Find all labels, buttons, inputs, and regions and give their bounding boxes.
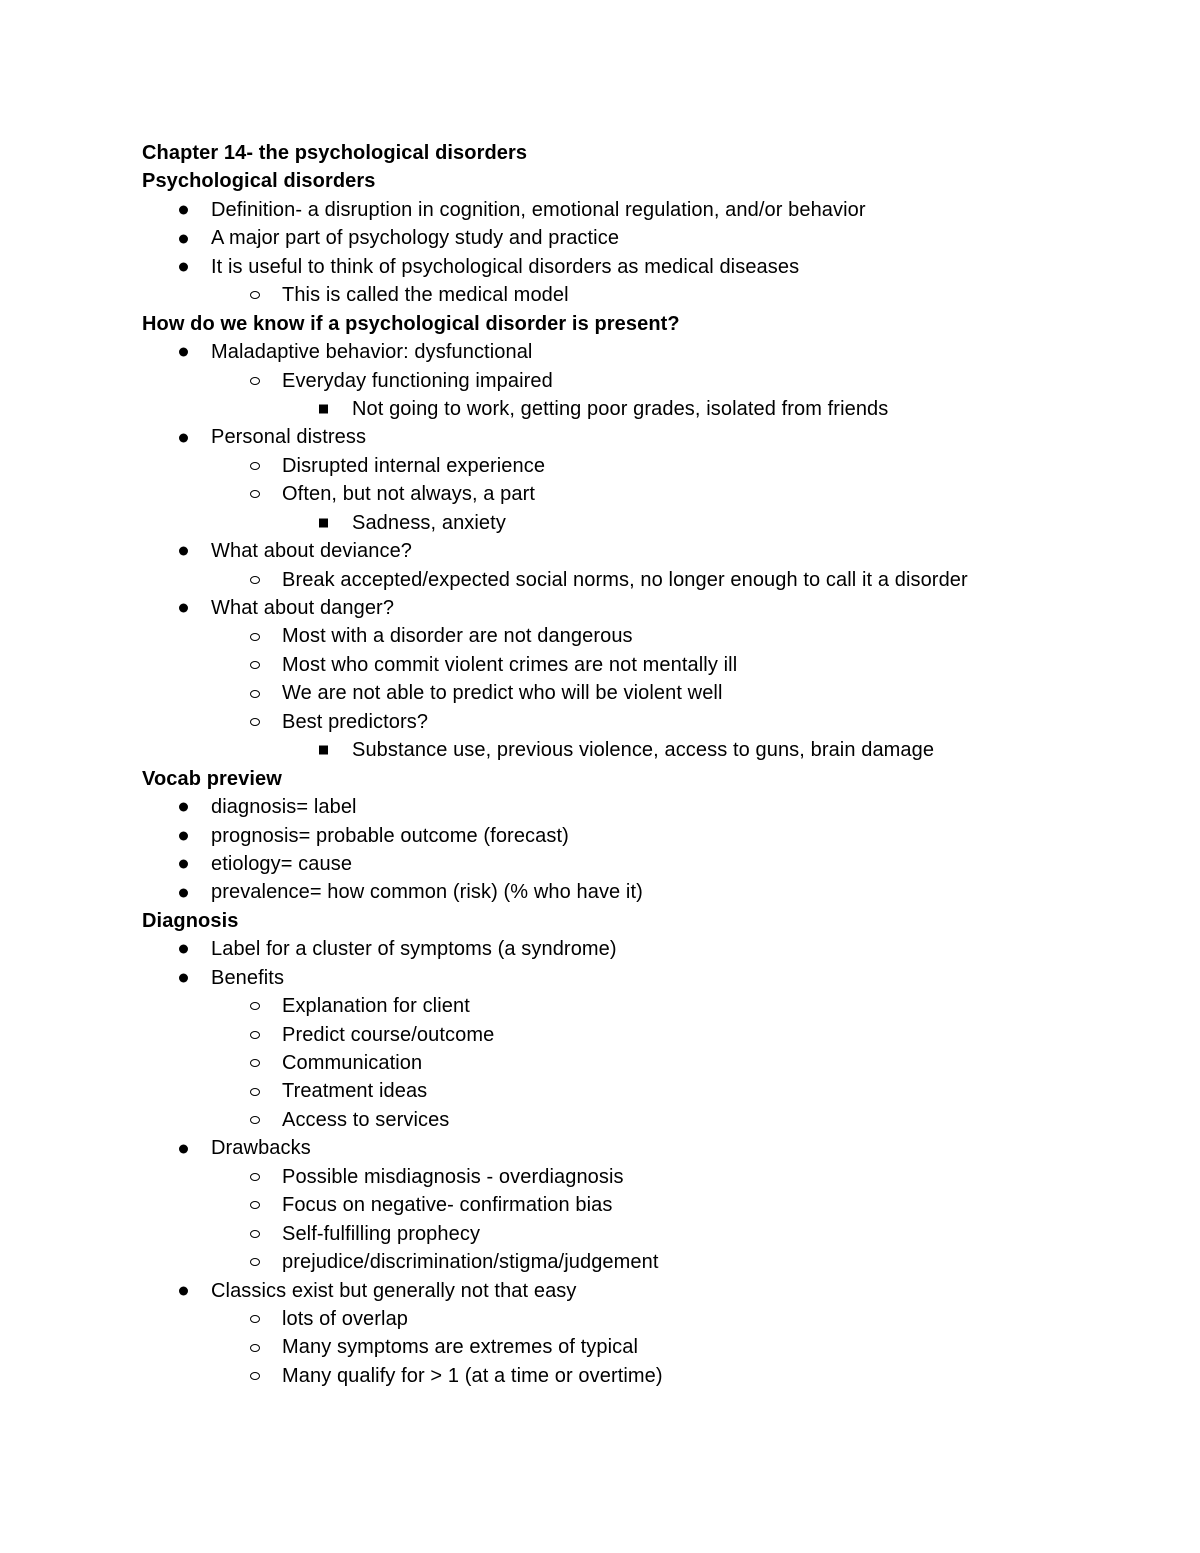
hollow-circle-bullet-icon [250, 1088, 260, 1096]
filled-square-bullet-icon [319, 405, 328, 414]
hollow-circle-bullet-icon [250, 1173, 260, 1181]
item-text: Everyday functioning impaired [282, 369, 553, 392]
list-item-level-2 [142, 1362, 1142, 1390]
list-item-level-2 [142, 1021, 1142, 1049]
list-item-level-1 [142, 537, 1142, 565]
item-text: prevalence= how common (risk) (% who have it) [211, 881, 643, 904]
filled-circle-bullet-icon [179, 206, 188, 215]
item-text: Most who commit violent crimes are not mentally ill [282, 653, 738, 676]
list-item-level-1 [142, 1134, 1142, 1162]
item-text: Break accepted/expected social norms, no longer enough to call it a disorder [282, 568, 968, 591]
heading-text: How do we know if a psychological disorder is present? [142, 312, 680, 335]
hollow-circle-bullet-icon [250, 633, 260, 641]
filled-circle-bullet-icon [179, 803, 188, 812]
list-item-level-2 [142, 1077, 1142, 1105]
item-text: Self-fulfilling prophecy [282, 1222, 481, 1245]
item-text: Communication [282, 1052, 423, 1074]
filled-circle-bullet-icon [179, 973, 188, 982]
filled-circle-bullet-icon [179, 831, 188, 840]
hollow-circle-bullet-icon [250, 1315, 260, 1323]
section-heading [142, 907, 1142, 935]
hollow-circle-bullet-icon [250, 1230, 260, 1238]
section-heading [142, 310, 1142, 338]
list-item-level-3 [142, 395, 1142, 423]
filled-square-bullet-icon [319, 746, 328, 755]
item-text: Explanation for client [282, 995, 470, 1018]
filled-circle-bullet-icon [179, 1286, 188, 1295]
list-item-level-2 [142, 367, 1142, 395]
item-text: Not going to work, getting poor grades, isolated from friends [352, 397, 889, 420]
item-text: Substance use, previous violence, access to guns, brain damage [352, 739, 935, 762]
hollow-circle-bullet-icon [250, 1344, 260, 1352]
list-item-level-2 [142, 992, 1142, 1020]
hollow-circle-bullet-icon [250, 1372, 260, 1380]
list-item-level-2 [142, 1248, 1142, 1276]
section-heading [142, 139, 1142, 167]
item-text: Best predictors? [282, 710, 429, 733]
item-text: Definition- a disruption in cognition, emotional regulation, and/or behavior [211, 198, 866, 221]
hollow-circle-bullet-icon [250, 490, 260, 498]
filled-circle-bullet-icon [179, 860, 188, 869]
hollow-circle-bullet-icon [250, 377, 260, 385]
item-text: diagnosis= label [211, 796, 357, 819]
filled-circle-bullet-icon [179, 262, 188, 271]
item-text: prognosis= probable outcome (forecast) [211, 824, 569, 847]
list-item-level-1 [142, 338, 1142, 366]
list-item-level-1 [142, 253, 1142, 281]
item-text: lots of overlap [282, 1307, 409, 1330]
item-text: Classics exist but generally not that easy [211, 1279, 577, 1302]
list-item-level-2 [142, 622, 1142, 650]
list-item-level-1 [142, 423, 1142, 451]
list-item-level-2 [142, 480, 1142, 508]
list-item-level-2 [142, 1191, 1142, 1219]
list-item-level-1 [142, 793, 1142, 821]
section-heading [142, 167, 1142, 195]
hollow-circle-bullet-icon [250, 1031, 260, 1039]
item-text: Maladaptive behavior: dysfunctional [211, 341, 533, 364]
item-text: Often, but not always, a part [282, 483, 536, 506]
list-item-level-1 [142, 850, 1142, 878]
item-text: We are not able to predict who will be violent well [282, 682, 723, 705]
heading-text: Psychological disorders [142, 170, 376, 193]
hollow-circle-bullet-icon [250, 1258, 260, 1266]
hollow-circle-bullet-icon [250, 718, 260, 726]
heading-text: Chapter 14- the psychological disorders [142, 142, 528, 164]
hollow-circle-bullet-icon [250, 690, 260, 698]
list-item-level-2 [142, 452, 1142, 480]
list-item-level-1 [142, 224, 1142, 252]
filled-circle-bullet-icon [179, 604, 188, 613]
hollow-circle-bullet-icon [250, 576, 260, 584]
list-item-level-1 [142, 822, 1142, 850]
list-item-level-2 [142, 708, 1142, 736]
list-item-level-1 [142, 935, 1142, 963]
item-text: This is called the medical model [282, 284, 569, 307]
list-item-level-1 [142, 594, 1142, 622]
item-text: Most with a disorder are not dangerous [282, 625, 633, 648]
hollow-circle-bullet-icon [250, 1059, 260, 1067]
list-item-level-2 [142, 1333, 1142, 1361]
item-text: What about deviance? [211, 540, 413, 563]
filled-circle-bullet-icon [179, 348, 188, 357]
item-text: What about danger? [211, 597, 395, 619]
hollow-circle-bullet-icon [250, 1116, 260, 1124]
list-item-level-1 [142, 878, 1142, 906]
heading-text: Diagnosis [142, 909, 239, 932]
list-item-level-2 [142, 651, 1142, 679]
item-text: Disrupted internal experience [282, 454, 546, 477]
item-text: Sadness, anxiety [352, 511, 506, 534]
list-item-level-2 [142, 281, 1142, 309]
list-item-level-1 [142, 196, 1142, 224]
item-text: prejudice/discrimination/stigma/judgement [282, 1251, 659, 1274]
list-item-level-3 [142, 509, 1142, 537]
item-text: Personal distress [211, 426, 367, 449]
item-text: Predict course/outcome [282, 1023, 495, 1046]
item-text: Treatment ideas [282, 1080, 428, 1103]
item-text: Benefits [211, 966, 285, 989]
list-item-level-3 [142, 736, 1142, 764]
item-text: Label for a cluster of symptoms (a syndrome) [211, 938, 617, 961]
filled-circle-bullet-icon [179, 547, 188, 556]
hollow-circle-bullet-icon [250, 291, 260, 299]
filled-circle-bullet-icon [179, 1144, 188, 1153]
list-item-level-2 [142, 1163, 1142, 1191]
item-text: etiology= cause [211, 852, 353, 875]
item-text: Drawbacks [211, 1137, 311, 1160]
hollow-circle-bullet-icon [250, 1002, 260, 1010]
item-text: Many symptoms are extremes of typical [282, 1336, 639, 1359]
list-item-level-2 [142, 1049, 1142, 1077]
item-text: Access to services [282, 1108, 450, 1131]
hollow-circle-bullet-icon [250, 462, 260, 470]
hollow-circle-bullet-icon [250, 1201, 260, 1209]
document-body [142, 139, 1142, 1390]
filled-square-bullet-icon [319, 518, 328, 527]
list-item-level-1 [142, 964, 1142, 992]
list-item-level-2 [142, 1220, 1142, 1248]
filled-circle-bullet-icon [179, 945, 188, 954]
filled-circle-bullet-icon [179, 234, 188, 243]
item-text: It is useful to think of psychological disorders as medical diseases [211, 255, 800, 278]
hollow-circle-bullet-icon [250, 661, 260, 669]
list-item-level-1 [142, 1277, 1142, 1305]
list-item-level-2 [142, 679, 1142, 707]
heading-text: Vocab preview [142, 767, 282, 790]
item-text: Focus on negative- confirmation bias [282, 1194, 613, 1217]
list-item-level-2 [142, 566, 1142, 594]
section-heading [142, 765, 1142, 793]
item-text: A major part of psychology study and practice [211, 227, 620, 250]
filled-circle-bullet-icon [179, 888, 188, 897]
item-text: Possible misdiagnosis - overdiagnosis [282, 1165, 624, 1188]
item-text: Many qualify for > 1 (at a time or overtime) [282, 1364, 663, 1387]
list-item-level-2 [142, 1106, 1142, 1134]
list-item-level-2 [142, 1305, 1142, 1333]
filled-circle-bullet-icon [179, 433, 188, 442]
